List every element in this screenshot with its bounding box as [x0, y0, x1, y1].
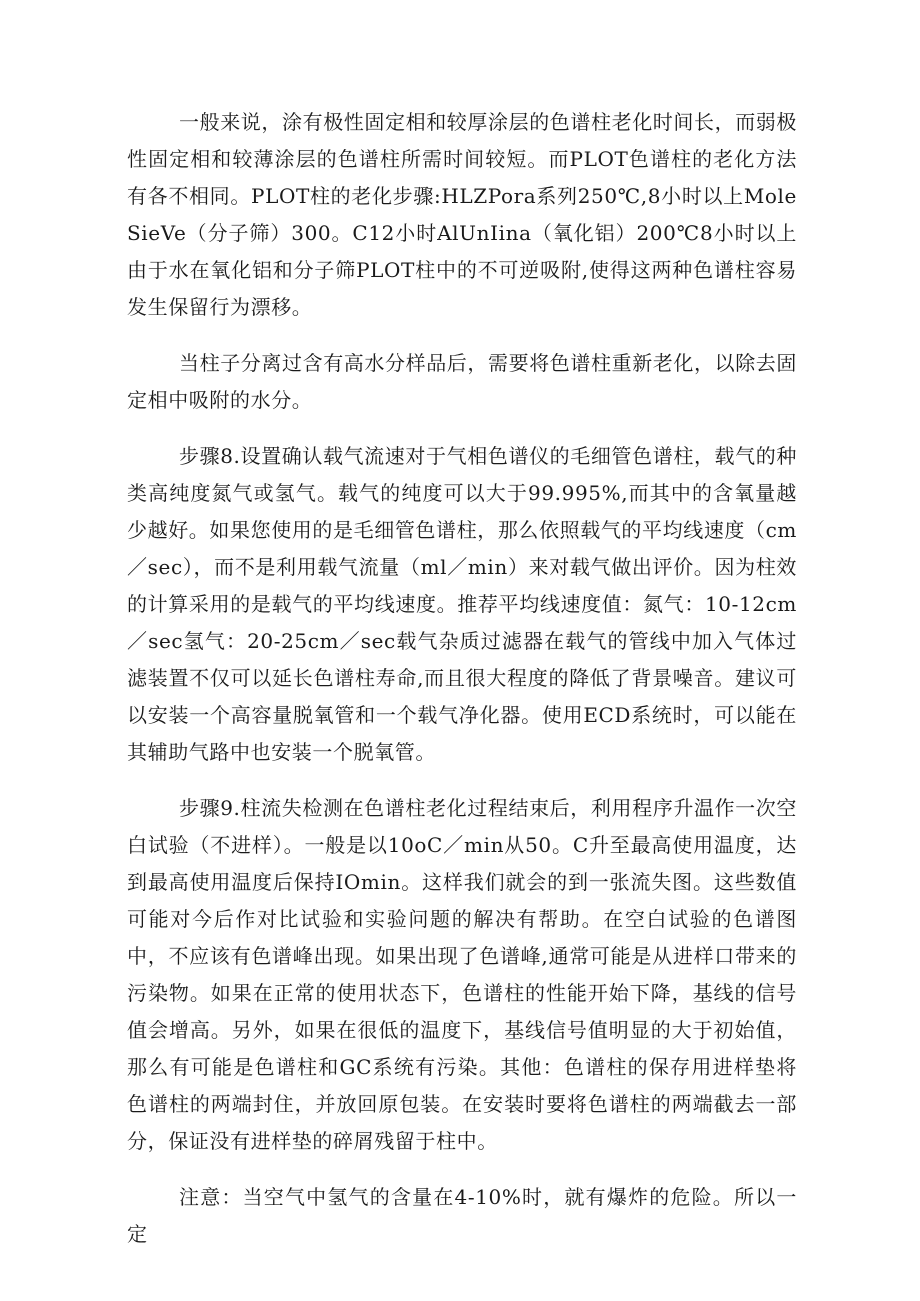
- paragraph-column-aging: 一般来说，涂有极性固定相和较厚涂层的色谱柱老化时间长，而弱极性固定相和较薄涂层的色谱柱所需时间较短。而PLOT色谱柱的老化方法有各不相同。PLOT柱的老化步骤:HLZPora系列250℃,8小时以上MoleSieVe（分子筛）300。C12小时AlUnIina（氧化铝）200℃8小时以上由于水在氧化铝和分子筛PLOT柱中的不可逆吸附,使得这两种色谱柱容易发生保留行为漂移。: [127, 110, 797, 319]
- document-body: [127, 104, 797, 1272]
- paragraph-step-8-carrier-gas: 步骤8.设置确认载气流速对于气相色谱仪的毛细管色谱柱，载气的种类高纯度氮气或氢气。载气的纯度可以大于99.995%,而其中的含氧量越少越好。如果您使用的是毛细管色谱柱，那么依照载气的平均线速度（cm／sec），而不是利用载气流量（ml／min）来对载气做出评价。因为柱效的计算采用的是载气的平均线速度。推荐平均线速度值：氮气：10-12cm／sec氢气：20-25cm／sec载气杂质过滤器在载气的管线中加入气体过滤装置不仅可以延长色谱柱寿命,而且很大程度的降低了背景噪音。建议可以安装一个高容量脱氧管和一个载气净化器。使用ECD系统时，可以能在其辅助气路中也安装一个脱氧管。: [127, 444, 797, 764]
- paragraph-re-aging: 当柱子分离过含有高水分样品后，需要将色谱柱重新老化，以除去固定相中吸附的水分。: [127, 351, 797, 412]
- paragraph-step-9-bleed-test: 步骤9.柱流失检测在色谱柱老化过程结束后，利用程序升温作一次空白试验（不进样）。一般是以10oC／min从50。C升至最高使用温度，达到最高使用温度后保持IOmin。这样我们就会的到一张流失图。这些数值可能对今后作对比试验和实验问题的解决有帮助。在空白试验的色谱图中，不应该有色谱峰出现。如果出现了色谱峰,通常可能是从进样口带来的污染物。如果在正常的使用状态下，色谱柱的性能开始下降，基线的信号值会增高。另外，如果在很低的温度下，基线信号值明显的大于初始值，那么有可能是色谱柱和GC系统有污染。其他：色谱柱的保存用进样垫将色谱柱的两端封住，并放回原包装。在安装时要将色谱柱的两端截去一部分，保证没有进样垫的碎屑残留于柱中。: [127, 796, 797, 1153]
- paragraph-hydrogen-warning: 注意：当空气中氢气的含量在4-10%时，就有爆炸的危险。所以一定: [127, 1185, 797, 1246]
